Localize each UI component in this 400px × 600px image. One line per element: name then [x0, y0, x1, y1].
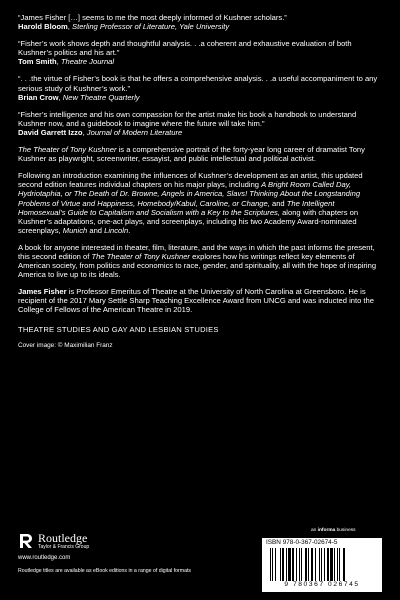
- barcode-digits: 9 780367 026745: [284, 581, 360, 588]
- quote-text: “James Fisher […] seems to me the most deeply informed of Kushner scholars.”: [18, 13, 287, 22]
- book-title: The Theater of Tony Kushner: [91, 251, 190, 261]
- quote-author: Tom Smith: [18, 57, 57, 67]
- book-summary: The Theater of Tony Kushner is a comprehensive portrait of the forty-year long career of dramatist Tony Kushner as playwright, screenwriter, essayist, and public intellectual and political activist.: [18, 145, 365, 164]
- book-audience: A book for anyone interested in theater, film, literature, and the ways in which the past informs the present, this second edition of The Theater of Tony Kushner explores how his writings reflect key elements of American society, from politics and economics to race, gender, and spirituality, all with the hope of inspiring America to live up to its ideals.: [18, 242, 377, 280]
- barcode-bar: [327, 548, 329, 581]
- screenplay-title: Lincoln: [104, 225, 129, 235]
- barcode-bar: [275, 548, 276, 581]
- quote-source: Theatre Journal: [60, 57, 115, 67]
- barcode-bar: [282, 548, 284, 581]
- plays-list: A Bright Room Called Day, Hydriotaphia, or The Death of Dr. Browne, Angels in America, Slavs! Thinking About the Longstanding Problems of Virtue and Happiness, Homebody/Kabul, Caroline, or Change,: [18, 180, 361, 208]
- ebook-note: Routledge titles are available as eBook editions in a range of digital formats: [18, 568, 192, 574]
- subject-categories: THEATRE STUDIES AND GAY AND LESBIAN STUDIES: [18, 324, 219, 334]
- barcode-bar: [315, 548, 316, 581]
- screenplay-title: Munich: [62, 225, 88, 235]
- back-cover-text: [18, 13, 382, 350]
- barcode-bar: [339, 548, 340, 581]
- barcode-bar: [311, 548, 313, 581]
- publisher-name: Routledge: [38, 531, 88, 545]
- barcode-bar: [288, 548, 291, 581]
- barcode-bars: [270, 548, 378, 581]
- quote-source: New Theatre Quarterly: [62, 92, 140, 102]
- play-title: The Intelligent Homosexual’s Guide to Capitalism and Socialism with a Key to the Scriptures,: [18, 198, 335, 217]
- publisher-group: Taylor & Francis Group: [38, 544, 90, 550]
- barcode-bar: [299, 548, 300, 581]
- book-contents-description: Following an introduction examining the influences of Kushner’s development as an artist, this updated second edition features individual chapters on his major plays, including A Bright Room Called Day, Hydriotaphia, or The Death of Dr. Browne, Angels in America, Slavs! Thinking About the Longstanding Problems of Virtue and Happiness, Homebody/Kabul, Caroline, or Change, and The Intelligent Homosexual’s Guide to Capitalism and Socialism with a Key to the Scriptures, along with chapters on Kushner’s adaptations, one-act plays, and screenplays, including his two Academy Award-nominated screenplays, Munich and Lincoln.: [18, 171, 363, 235]
- routledge-icon: [18, 533, 34, 549]
- quote-author: Brian Crow: [18, 92, 59, 102]
- barcode-bar: [270, 548, 271, 581]
- publisher-footer: [18, 528, 382, 592]
- quote-text: “Fisher’s intelligence and his own compassion for the artist make his book a handbook to understand Kushner now, and a guidebook to imagine where the future will take him.”: [18, 109, 357, 128]
- quote-source: Journal of Modern Literature: [86, 127, 183, 137]
- quote-text: “. . .the virtue of Fisher’s book is that he offers a comprehensive analysis. . .a useful accompaniment to any serious study of Kushner’s work.”: [18, 74, 378, 93]
- barcode-bar: [337, 548, 338, 581]
- quote-author: Harold Bloom: [18, 22, 68, 32]
- barcode-bar: [296, 548, 297, 581]
- barcode-bar: [305, 548, 307, 581]
- author-name: James Fisher: [18, 287, 67, 297]
- endorsement-quote: “James Fisher […] seems to me the most deeply informed of Kushner scholars.” Harold Bloom, Sterling Professor of Literature, Yale University: [18, 13, 287, 32]
- barcode-bar: [330, 548, 333, 581]
- informa-business-tag: an informa business: [311, 528, 356, 533]
- cover-credit: Cover image: © Maximilian Franz: [18, 341, 113, 349]
- isbn-label: ISBN 978-0-367-02674-5: [266, 539, 338, 546]
- barcode-bar: [280, 548, 281, 581]
- isbn-barcode: [262, 538, 382, 592]
- quote-author: David Garrett Izzo: [18, 127, 83, 137]
- barcode-bar: [301, 548, 302, 581]
- barcode-bar: [292, 548, 294, 581]
- publisher-logo: [18, 532, 89, 550]
- endorsement-quote: “Fisher’s intelligence and his own compassion for the artist make his book a handbook to understand Kushner now, and a guidebook to imagine where the future will take him.” David Garrett Izzo, Journal of Modern Literature: [18, 109, 357, 137]
- barcode-bar: [286, 548, 287, 581]
- barcode-bar: [321, 548, 322, 581]
- quote-source: Sterling Professor of Literature, Yale University: [72, 22, 230, 32]
- book-title: The Theater of Tony Kushner: [18, 145, 117, 155]
- barcode-bar: [319, 548, 320, 581]
- barcode-bar: [272, 548, 273, 581]
- publisher-url[interactable]: www.routledge.com: [18, 555, 71, 561]
- barcode-bar: [324, 548, 325, 581]
- endorsement-quote: “Fisher’s work shows depth and thoughtful analysis. . .a coherent and exhaustive evaluation of both Kushner’s politics and his art.” Tom Smith, Theatre Journal: [18, 39, 352, 67]
- barcode-bar: [334, 548, 335, 581]
- endorsement-quote: “. . .the virtue of Fisher’s book is that he offers a comprehensive analysis. . .a useful accompaniment to any serious study of Kushner’s work.” Brian Crow, New Theatre Quarterly: [18, 74, 378, 102]
- author-bio: James Fisher is Professor Emeritus of Theatre at the University of North Carolina at Greensboro. He is recipient of the 2017 Mary Settle Sharp Teaching Excellence Award from UNCG and was inducted into the College of Fellows of the American Theatre in 2019.: [18, 287, 374, 315]
- barcode-bar: [308, 548, 309, 581]
- barcode-bar: [343, 548, 345, 581]
- quote-text: “Fisher’s work shows depth and thoughtful analysis. . .a coherent and exhaustive evaluation of both Kushner’s politics and his art.”: [18, 39, 352, 58]
